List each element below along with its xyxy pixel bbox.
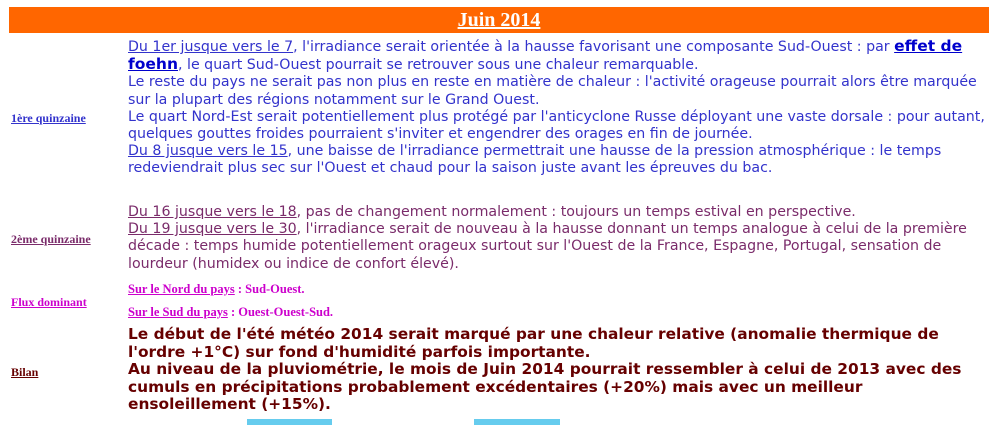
q2-period-link-1[interactable]: Du 16 jusque vers le 18	[128, 204, 297, 220]
label-second-fortnight[interactable]: 2ème quinzaine	[11, 232, 91, 246]
label-first-fortnight[interactable]: 1ère quinzaine	[11, 111, 86, 125]
foehn-link[interactable]: effet de foehn	[128, 37, 963, 74]
q2-paragraph-1: Du 16 jusque vers le 18, pas de changement normalement : toujours un temps estival en perspective.	[128, 204, 856, 220]
q2-paragraph-2: Du 19 jusque vers le 30, l'irradiance serait de nouveau à la hausse donnant un temps analogue à celui de la première décade : temps humide potentiellement orageux surtout sur l'Ouest de la France, Espagne, Portugal, sensation de lourdeur (humidex ou indice de confort élevé).	[128, 221, 967, 272]
month-header	[9, 7, 989, 33]
q1-paragraph-2: Le reste du pays ne serait pas non plus en reste en matière de chaleur : l'activité orageuse pourrait alors être marquée sur la plupart des régions notamment sur le Grand Ouest.	[128, 74, 977, 108]
flux-north-link[interactable]: Sur le Nord du pays	[128, 282, 235, 296]
summary-content	[128, 326, 990, 414]
label-dominant-flow[interactable]: Flux dominant	[11, 295, 87, 309]
previous-row-cutoff	[0, 0, 1000, 6]
flux-south-link[interactable]: Sur le Sud du pays	[128, 305, 228, 319]
next-row-image-right	[474, 419, 560, 425]
first-fortnight-content	[128, 38, 990, 178]
q1-paragraph-4: Du 8 jusque vers le 15, une baisse de l'irradiance permettrait une hausse de la pression atmosphérique : le temps redeviendrait plus sec sur l'Ouest et chaud pour la saison juste avant les épreuves du bac.	[128, 143, 942, 177]
flux-north: Sur le Nord du pays : Sud-Ouest.	[128, 282, 305, 296]
summary-paragraph-2: Au niveau de la pluviométrie, le mois de Juin 2014 pourrait ressembler à celui de 2013 avec des cumuls en précipitations probablement excédentaires (+20%) mais avec un meilleur ensoleillement (+15%).	[128, 360, 962, 413]
q1-period-link-1[interactable]: Du 1er jusque vers le 7	[128, 39, 294, 55]
second-fortnight-content	[128, 204, 990, 273]
q1-paragraph-3: Le quart Nord-Est serait potentiellement plus protégé par l'anticyclone Russe déployant une vaste dorsale : pour autant, quelques gouttes froides pourraient s'inviter et engendrer des orages en fin de journée.	[128, 108, 985, 143]
q1-period-link-2[interactable]: Du 8 jusque vers le 15	[128, 143, 288, 160]
summary-paragraph-1: Le début de l'été météo 2014 serait marqué par une chaleur relative (anomalie thermique de l'ordre +1°C) sur fond d'humidité parfois importante.	[128, 325, 939, 361]
flux-south: Sur le Sud du pays : Ouest-Ouest-Sud.	[128, 305, 334, 319]
month-title-link[interactable]: Juin 2014	[457, 9, 541, 31]
next-row-image-left	[247, 419, 332, 425]
label-summary[interactable]: Bilan	[11, 365, 39, 379]
q1-paragraph-1: Du 1er jusque vers le 7, l'irradiance serait orientée à la hausse favorisant une composante Sud-Ouest : par effet de foehn, le quart Sud-Ouest pourrait se retrouver sous une chaleur remarquable.	[128, 37, 963, 74]
q2-period-link-2[interactable]: Du 19 jusque vers le 30	[128, 221, 297, 238]
